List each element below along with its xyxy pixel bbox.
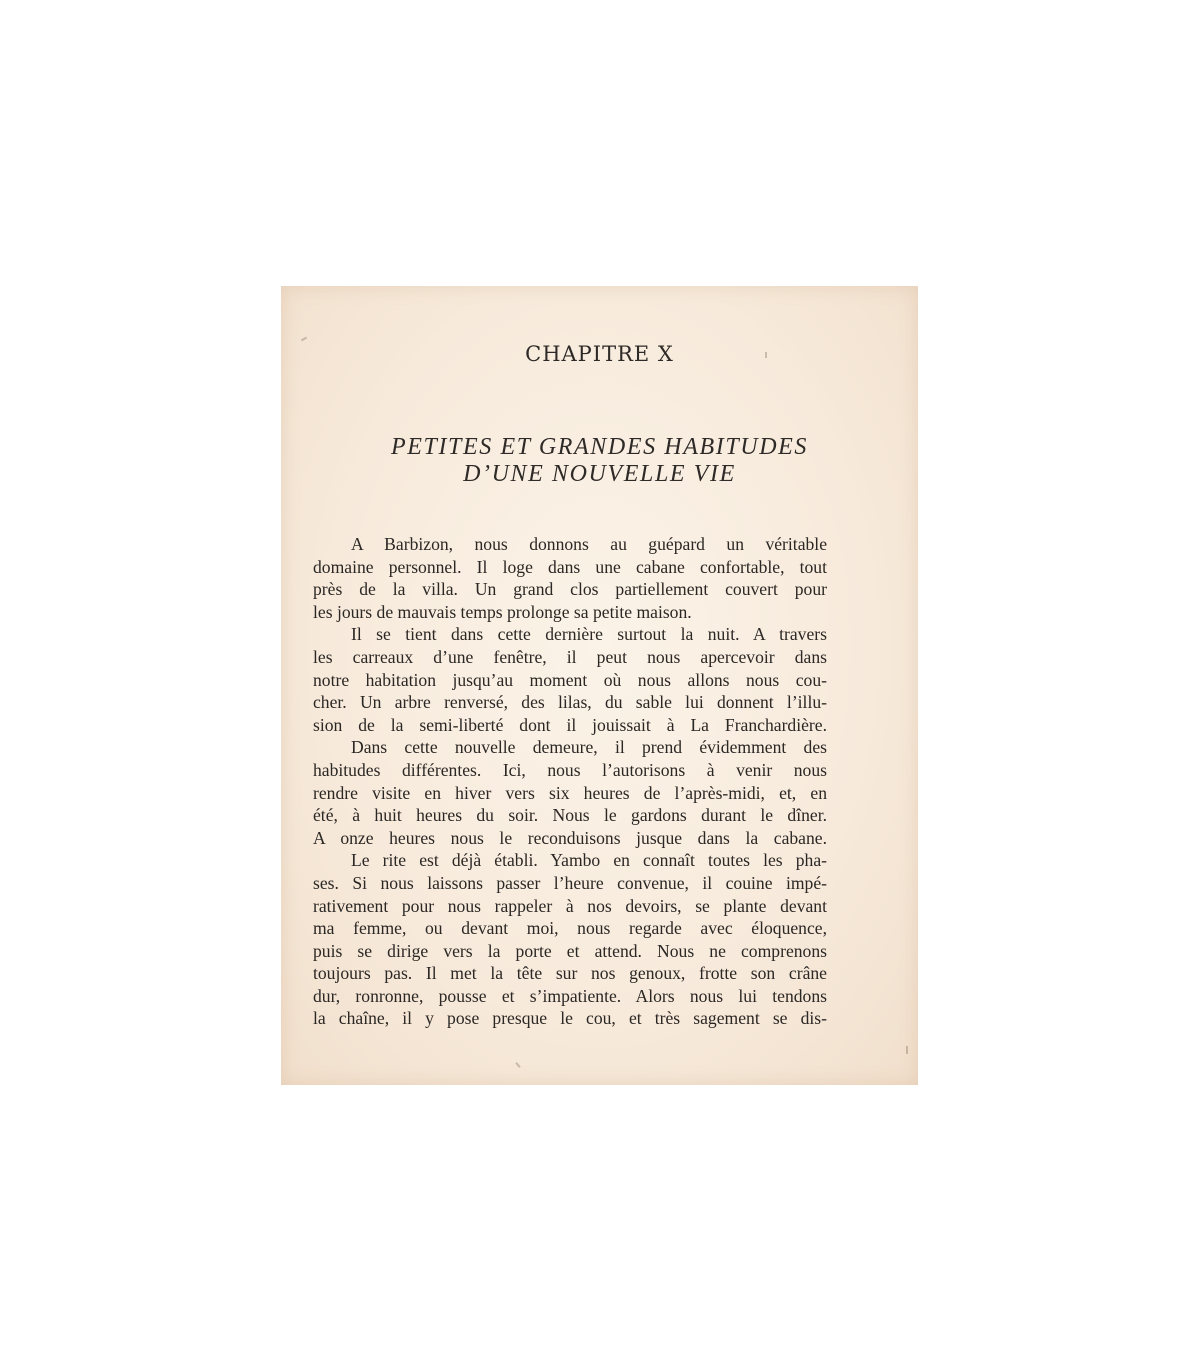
paragraph [313, 623, 827, 736]
body-text [313, 533, 827, 1030]
text-line: Dans cette nouvelle demeure, il prend évidemment des [351, 737, 827, 758]
text-line: rativement pour nous rappeler à nos devoirs, se plante devant [313, 895, 827, 916]
text-line: habitudes différentes. Ici, nous l’autorisons à venir nous [313, 759, 827, 780]
text-line: puis se dirige vers la porte et attend. Nous ne comprenons [313, 940, 827, 961]
paper-speck [301, 337, 307, 342]
text-line: domaine personnel. Il loge dans une cabane confortable, tout [313, 556, 827, 577]
chapter-heading: CHAPITRE X [525, 342, 674, 366]
paragraph [313, 849, 827, 1030]
text-line: A onze heures nous le reconduisons jusque dans la cabane. [313, 827, 827, 848]
text-line: ses. Si nous laissons passer l’heure convenue, il couine impé- [313, 872, 827, 893]
text-line: près de la villa. Un grand clos partiellement couvert pour [313, 579, 827, 600]
text-line: toujours pas. Il met la tête sur nos genoux, frotte son crâne [313, 963, 827, 984]
text-line: Le rite est déjà établi. Yambo en connaît toutes les pha- [351, 850, 827, 871]
text-line: ma femme, ou devant moi, nous regarde avec éloquence, [313, 918, 827, 939]
text-line: A Barbizon, nous donnons au guépard un véritable [351, 534, 827, 554]
book-page [281, 286, 918, 1085]
text-line: sion de la semi-liberté dont il jouissait à La Franchardière. [313, 714, 827, 735]
text-line: été, à huit heures du soir. Nous le gardons durant le dîner. [313, 805, 827, 826]
text-line: les carreaux d’une fenêtre, il peut nous apercevoir dans [313, 646, 827, 667]
chapter-title-line: D’UNE NOUVELLE VIE [463, 461, 736, 487]
text-line: notre habitation jusqu’au moment où nous allons nous cou- [313, 669, 827, 690]
paragraph [313, 533, 827, 623]
text-line: Il se tient dans cette dernière surtout la nuit. A travers [351, 624, 827, 645]
text-line: les jours de mauvais temps prolonge sa petite maison. [313, 601, 692, 622]
text-line: cher. Un arbre renversé, des lilas, du sable lui donnent l’illu- [313, 692, 827, 713]
chapter-title [281, 434, 918, 488]
text-line: rendre visite en hiver vers six heures de l’après-midi, et, en [313, 782, 827, 803]
paper-speck [906, 1046, 908, 1054]
text-line: la chaîne, il y pose presque le cou, et très sagement se dis- [313, 1008, 827, 1029]
chapter-title-line: PETITES ET GRANDES HABITUDES [390, 434, 808, 460]
paragraph [313, 736, 827, 849]
text-line: dur, ronronne, pousse et s’impatiente. Alors nous lui tendons [313, 985, 827, 1006]
paper-speck [515, 1062, 520, 1068]
